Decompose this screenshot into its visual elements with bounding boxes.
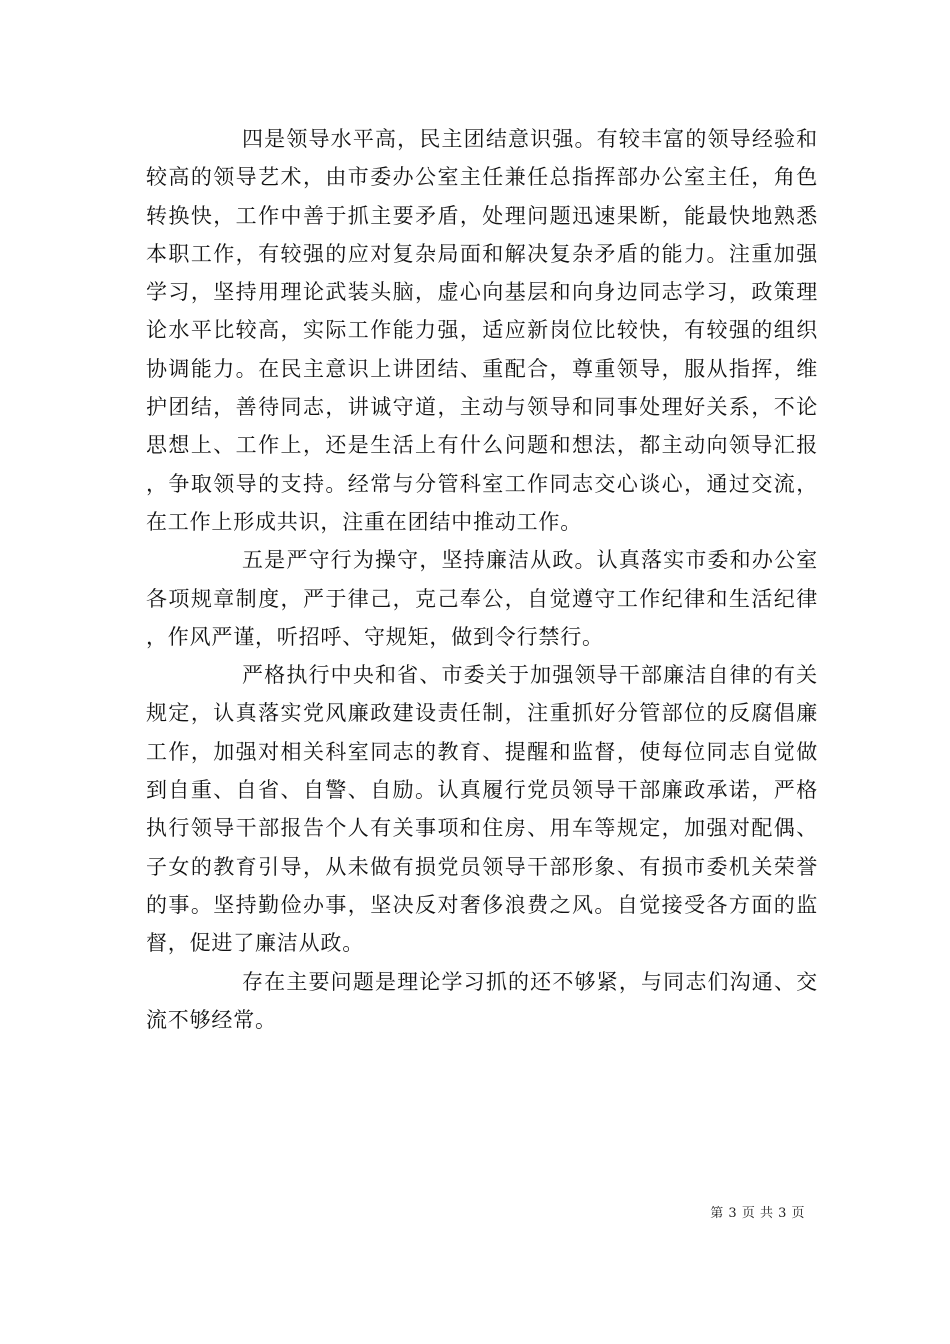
paragraph-leadership: 四是领导水平高，民主团结意识强。有较丰富的领导经验和较高的领导艺术，由市委办公室主任兼任总指挥部办公室主任，角色转换快，工作中善于抓主要矛盾，处理问题迅速果断，能最快地熟悉本职工作，有较强的应对复杂局面和解决复杂矛盾的能力。注重加强学习，坚持用理论武装头脑，虚心向基层和向身边同志学习，政策理论水平比较高，实际工作能力强，适应新岗位比较快，有较强的组织协调能力。在民主意识上讲团结、重配合，尊重领导，服从指挥，维护团结，善待同志，讲诚守道，主动与领导和同事处理好关系，不论思想上、工作上，还是生活上有什么问题和想法，都主动向领导汇报，争取领导的支持。经常与分管科室工作同志交心谈心，通过交流，在工作上形成共识，注重在团结中推动工作。: [146, 127, 818, 534]
paragraph-problems: 存在主要问题是理论学习抓的还不够紧，与同志们沟通、交流不够经常。: [146, 969, 818, 1032]
paragraph-integrity: 五是严守行为操守，坚持廉洁从政。认真落实市委和办公室各项规章制度，严于律己，克己奉公，自觉遵守工作纪律和生活纪律，作风严谨，听招呼、守规矩，做到令行禁行。: [146, 548, 818, 649]
document-body: [146, 120, 818, 1039]
page-number-footer: 第 3 页 共 3 页: [710, 1206, 805, 1221]
paragraph-anti-corruption: 严格执行中央和省、市委关于加强领导干部廉洁自律的有关规定，认真落实党风廉政建设责任制，注重抓好分管部位的反腐倡廉工作，加强对相关科室同志的教育、提醒和监督，使每位同志自觉做到自重、自省、自警、自励。认真履行党员领导干部廉政承诺，严格执行领导干部报告个人有关事项和住房、用车等规定，加强对配偶、子女的教育引导，从未做有损党员领导干部形象、有损市委机关荣誉的事。坚持勤俭办事，坚决反对奢侈浪费之风。自觉接受各方面的监督，促进了廉洁从政。: [146, 663, 818, 956]
